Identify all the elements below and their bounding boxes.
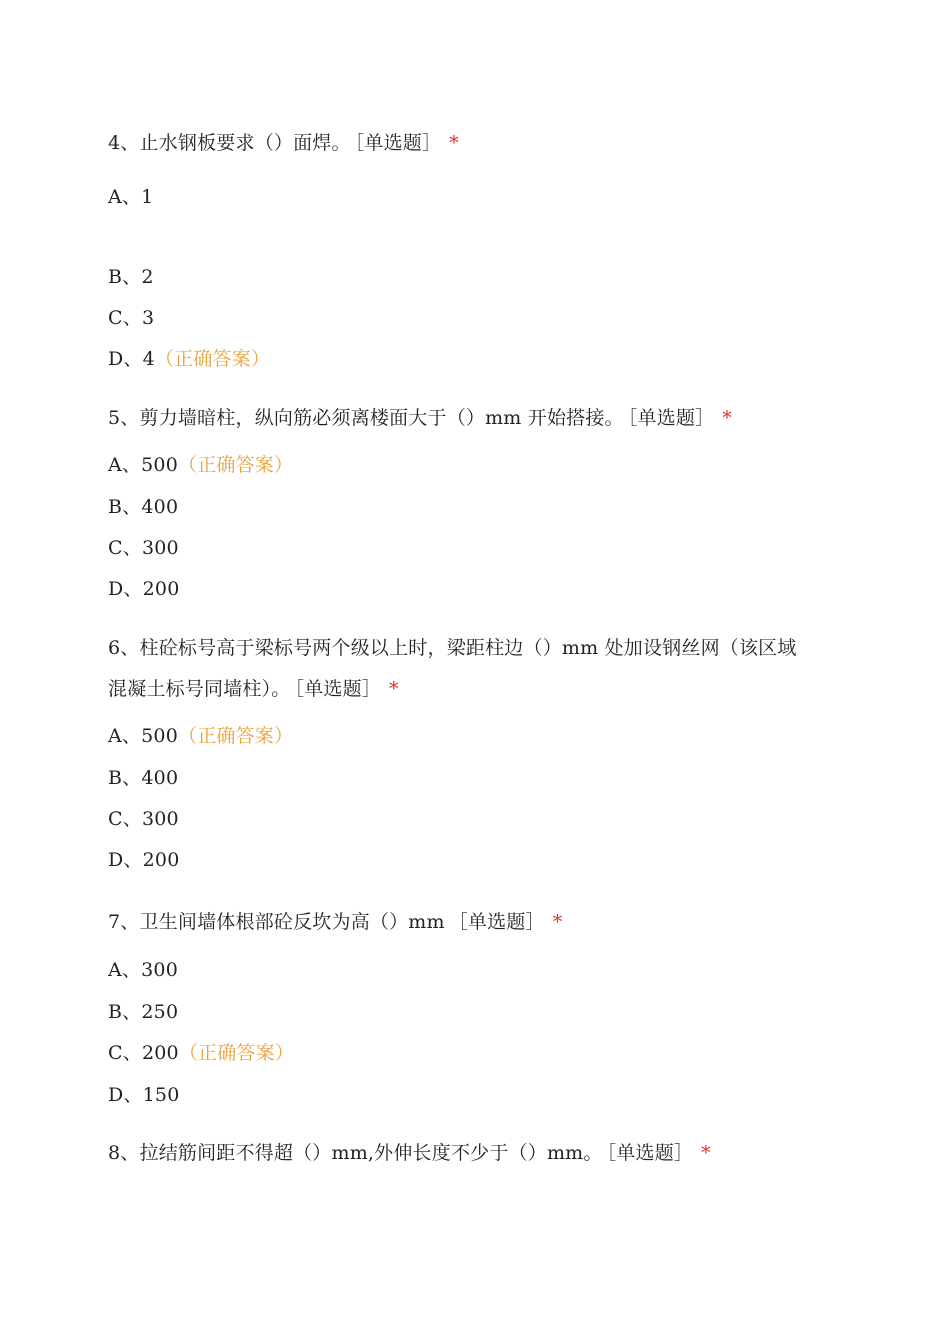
option-q4-d[interactable] — [108, 348, 270, 370]
question-4-title — [108, 132, 459, 154]
question-8-title — [108, 1142, 711, 1164]
correct-answer-mark: （正确答案） — [154, 348, 271, 370]
option-label: B、400 — [108, 496, 179, 518]
option-label: B、2 — [108, 266, 154, 288]
option-label: A、500 — [108, 454, 178, 476]
question-type-tag: ［单选题］ — [354, 132, 442, 154]
option-q6-c[interactable] — [108, 808, 179, 830]
question-6-title-line1 — [108, 637, 797, 659]
option-q6-b[interactable] — [108, 767, 178, 789]
question-type-tag: ［单选题］ — [627, 407, 715, 429]
option-q4-b[interactable] — [108, 266, 154, 288]
option-q5-a[interactable] — [108, 454, 293, 476]
required-asterisk: * — [389, 678, 399, 700]
correct-answer-mark: （正确答案） — [178, 454, 294, 476]
required-asterisk: * — [552, 911, 563, 933]
option-label: D、200 — [108, 849, 180, 871]
question-6-title-line2 — [108, 678, 399, 700]
option-label: C、300 — [108, 808, 179, 830]
question-5-title — [108, 407, 732, 429]
option-label: D、4 — [108, 348, 155, 370]
question-7-title — [108, 911, 562, 933]
option-q4-c[interactable] — [108, 307, 154, 329]
question-6-text-line2: 混凝土标号同墙柱）。 — [108, 678, 291, 700]
option-q7-a[interactable] — [108, 959, 178, 981]
question-type-tag: ［单选题］ — [606, 1142, 694, 1164]
correct-answer-mark: （正确答案） — [178, 1042, 295, 1064]
question-7-text: 7、卫生间墙体根部砼反坎为高（）mm — [108, 911, 445, 933]
option-label: D、150 — [108, 1084, 180, 1106]
option-label: B、250 — [108, 1001, 179, 1023]
option-q6-d[interactable] — [108, 849, 180, 871]
option-q4-a[interactable] — [108, 186, 153, 208]
option-q6-a[interactable] — [108, 725, 293, 747]
option-q7-b[interactable] — [108, 1001, 178, 1023]
correct-answer-mark: （正确答案） — [178, 725, 294, 747]
question-type-tag: ［单选题］ — [294, 678, 382, 700]
option-q5-d[interactable] — [108, 578, 180, 600]
required-asterisk: * — [701, 1142, 711, 1164]
option-q5-b[interactable] — [108, 496, 178, 518]
option-label: A、500 — [108, 725, 178, 747]
option-label: C、200 — [108, 1042, 179, 1064]
option-label: D、200 — [108, 578, 180, 600]
option-label: C、300 — [108, 537, 179, 559]
option-q5-c[interactable] — [108, 537, 179, 559]
required-asterisk: * — [722, 407, 732, 429]
required-asterisk: * — [449, 132, 459, 154]
option-label: C、3 — [108, 307, 155, 329]
option-q7-c[interactable] — [108, 1042, 294, 1064]
question-5-text: 5、剪力墙暗柱，纵向筋必须离楼面大于（）mm 开始搭接。 — [108, 407, 624, 429]
option-q7-d[interactable] — [108, 1084, 180, 1106]
question-6-text-line1: 6、柱砼标号高于梁标号两个级以上时，梁距柱边（）mm 处加设钢丝网（该区域 — [108, 637, 797, 659]
question-type-tag: ［单选题］ — [448, 911, 545, 933]
question-8-text: 8、拉结筋间距不得超（）mm,外伸长度不少于（）mm。 — [108, 1142, 603, 1164]
question-4-text: 4、止水钢板要求（）面焊。 — [108, 132, 351, 154]
option-label: A、300 — [108, 959, 178, 981]
option-label: A、1 — [108, 186, 154, 208]
option-label: B、400 — [108, 767, 179, 789]
